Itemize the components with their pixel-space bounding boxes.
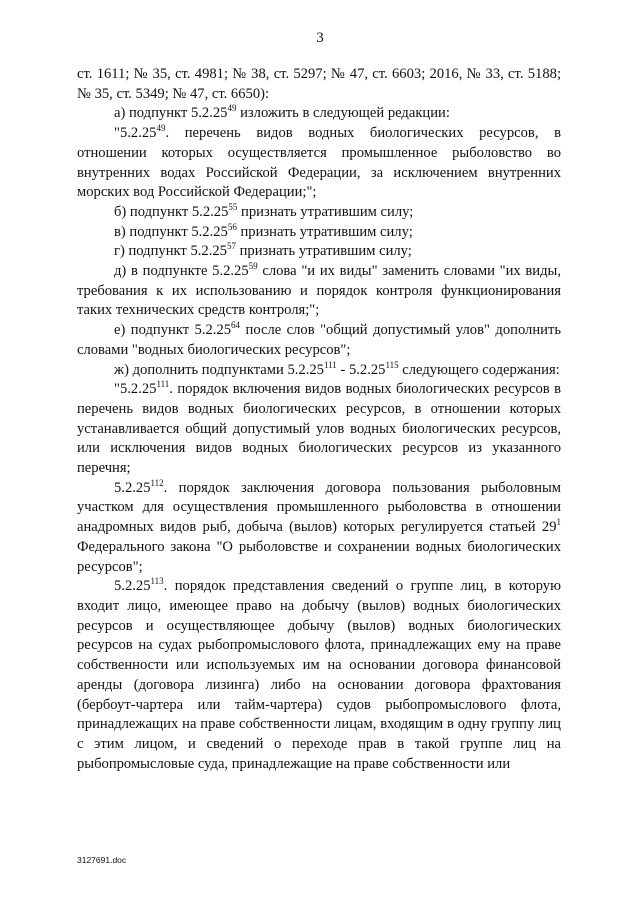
superscript-index: 1: [556, 517, 561, 528]
text-run: Федерального закона "О рыболовстве и сохранении водных биологических ресурсов";: [77, 538, 561, 575]
text-run: признать утратившим силу;: [235, 243, 412, 260]
text-run: изложить в следующей редакции:: [236, 105, 450, 122]
text-run: ст. 1611; № 35, ст. 4981; № 38, ст. 5297; № 47, ст. 6603; 2016, № 33, ст. 5188; № 35, ст. 5349; № 47, ст. 6650):: [77, 66, 561, 102]
paragraph: [77, 223, 561, 243]
superscript-index: 56: [227, 221, 237, 232]
text-run: . порядок представления сведений о группе лиц, в которую входит лицо, имеющее право на добычу (вылов) водных биологических ресурсов и осуществляющее добычу (вылов) водных биологических ресурсов на судах рыбопромыслового флота, принадлежащих ему на праве собственности или используемых им на основании договора финансовой аренды (договора лизинга) либо на основании договора фрахтования (бербоут-чартера или тайм-чартера) судов рыбопромыслового флота, принадлежащих на праве собственности лицам, входящим в одну группу лиц с этим лицом, и сведений о переходе прав в такой группе лиц на рыбопромысловые суда, принадлежащие на праве собственности или: [77, 578, 561, 772]
superscript-index: 59: [248, 261, 258, 272]
paragraph: [77, 262, 561, 321]
text-run: 5.2.25: [114, 578, 151, 595]
superscript-index: 111: [323, 359, 337, 370]
text-run: . перечень видов водных биологических ресурсов, в отношении которых осуществляется промышленное рыболовство во внутренних водах Российской Федерации, за исключением внутренних морских вод Российской Федерации;";: [77, 125, 561, 201]
superscript-index: 112: [150, 477, 164, 488]
text-run: . порядок заключения договора пользования рыболовным участком для осуществления промышленного рыболовства в отношении анадромных видов рыб, добыча (вылов) которых регулируется статьей 29: [77, 479, 561, 536]
superscript-index: 55: [228, 202, 238, 213]
text-run: признать утратившим силу;: [236, 223, 413, 240]
paragraph: [77, 361, 561, 381]
superscript-index: 64: [231, 320, 241, 331]
text-run: е) подпункт 5.2.25: [114, 322, 232, 339]
text-run: в) подпункт 5.2.25: [114, 223, 228, 240]
text-run: 5.2.25: [114, 479, 151, 496]
paragraph: [77, 321, 561, 360]
text-run: после слов "общий допустимый улов" дополнить словами "водных биологических ресурсов";: [77, 322, 561, 358]
page-number: 3: [316, 30, 324, 46]
text-run: "5.2.25: [114, 125, 157, 142]
paragraph: [77, 124, 561, 203]
paragraph: [77, 577, 561, 774]
text-run: а) подпункт 5.2.25: [114, 105, 228, 122]
document-body: [77, 65, 561, 774]
superscript-index: 49: [227, 103, 237, 114]
text-run: следующего содержания:: [398, 361, 560, 378]
paragraph: [77, 65, 561, 104]
paragraph: [77, 203, 561, 223]
paragraph: [77, 104, 561, 124]
text-run: . порядок включения видов водных биологических ресурсов в перечень видов водных биологических ресурсов, в отношении которых устанавливается общий допустимый улов водных биологических ресурсов, или исключения видов водных биологических ресурсов из указанного перечня;: [77, 381, 561, 477]
text-run: признать утратившим силу;: [237, 203, 414, 220]
text-run: д) в подпункте 5.2.25: [114, 263, 249, 280]
text-run: б) подпункт 5.2.25: [114, 203, 229, 220]
superscript-index: 111: [156, 379, 170, 390]
text-run: ж) дополнить подпунктами 5.2.25: [114, 361, 324, 378]
text-run: "5.2.25: [114, 381, 157, 398]
text-run: слова "и их виды" заменить словами "их виды, требования к их использованию и порядок контроля функционирования таких технических средств контроля;";: [77, 263, 561, 319]
document-file-id: 3127691.doc: [77, 855, 127, 865]
superscript-index: 113: [150, 576, 164, 587]
text-run: г) подпункт 5.2.25: [114, 243, 227, 260]
text-run: - 5.2.25: [336, 361, 386, 378]
superscript-index: 57: [226, 241, 236, 252]
paragraph: [77, 242, 561, 262]
paragraph: [77, 479, 561, 578]
superscript-index: 115: [385, 359, 399, 370]
paragraph: [77, 380, 561, 479]
superscript-index: 49: [156, 123, 166, 134]
